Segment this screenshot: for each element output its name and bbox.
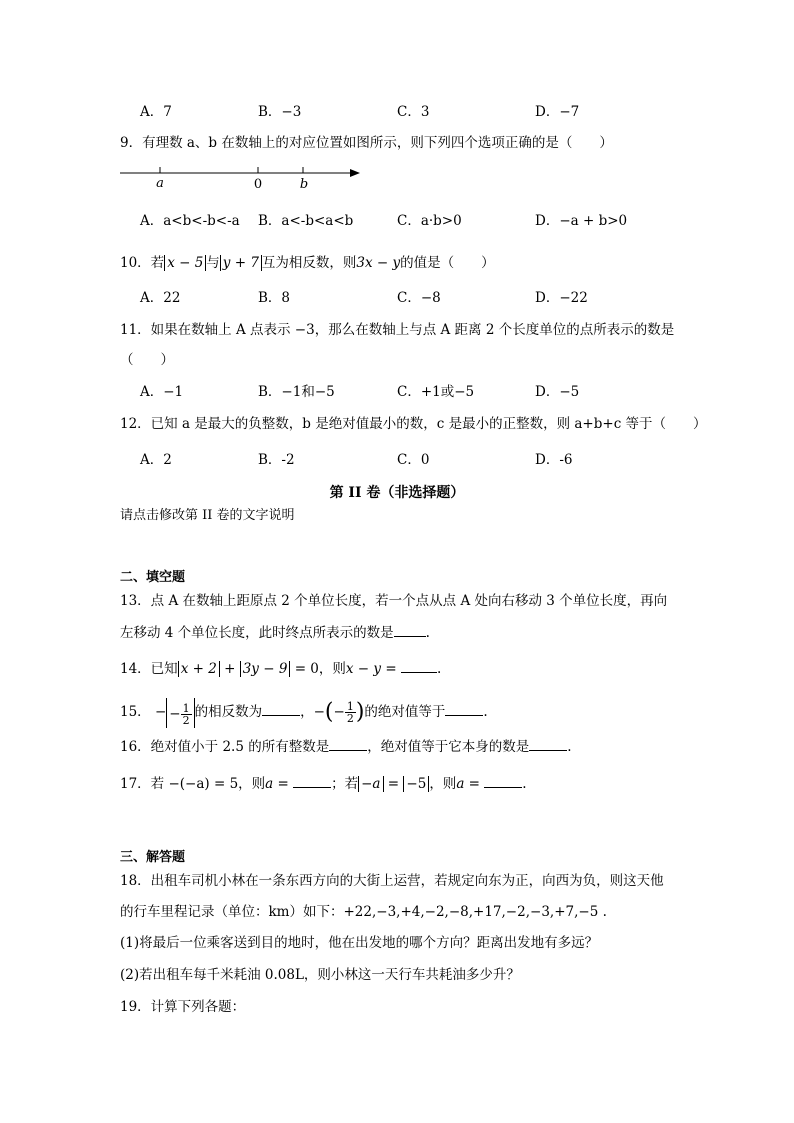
q16-text2: ，绝对值等于它本身的数是 <box>367 739 530 755</box>
q9-option-c[interactable]: C．a·b>0 <box>397 213 462 229</box>
q9-option-d[interactable]: D．−a + b>0 <box>535 213 628 229</box>
q15-frac1-num: 1 <box>182 701 190 715</box>
q11-options <box>140 382 740 402</box>
q10-option-b[interactable]: B．8 <box>258 290 291 306</box>
q15-text1: 的相反数为 <box>194 704 263 720</box>
q10-prefix: 10．若 <box>120 255 165 271</box>
q12-option-d[interactable]: D．-6 <box>535 452 573 468</box>
q9-option-a[interactable]: A．a<b<-b<-a <box>140 213 240 229</box>
q11-stem-line1: 11．如果在数轴上 A 点表示 −3，那么在数轴上与点 A 距离 2 个长度单位的点所表示的数是 <box>120 322 675 338</box>
q18-sub2: (2)若出租车每千米耗油 0.08L，则小林这一天行车共耗油多少升？ <box>120 967 520 983</box>
q10-options <box>140 288 740 308</box>
q8-option-a[interactable]: A．7 <box>140 104 172 120</box>
q10-abs-x: x − 5 <box>164 255 206 271</box>
q10-mid2: 互为相反数，则 <box>261 255 357 271</box>
q15-answer-blank-2[interactable] <box>445 701 483 716</box>
q17-answer-blank-2[interactable] <box>484 773 522 788</box>
q16-answer-blank-2[interactable] <box>529 736 567 751</box>
q14-plus: + <box>219 661 240 677</box>
q10-expr: 3x − y <box>356 255 401 271</box>
q17-text2: a = <box>265 776 294 792</box>
q16-text1: 16．绝对值小于 2.5 的所有整数是 <box>120 739 330 755</box>
q12-options <box>140 450 740 470</box>
part2-title: 第 II 卷（非选择题） <box>329 485 465 501</box>
q13-line2-text: 左移动 4 个单位长度，此时终点所表示的数是 <box>120 625 394 641</box>
q14-answer-blank[interactable] <box>401 658 437 673</box>
q10-abs-y: y + 7 <box>220 255 262 271</box>
q9-options <box>140 211 740 231</box>
q12-option-a[interactable]: A．2 <box>140 452 172 468</box>
q14-abs-y: 3y − 9 <box>240 661 291 677</box>
q13-end: . <box>425 625 430 641</box>
number-line-diagram <box>118 160 368 192</box>
q17-text6: a = <box>456 776 485 792</box>
label-b: b <box>299 177 309 192</box>
q17-stem <box>120 773 527 794</box>
q9-stem: 9．有理数 a、b 在数轴上的对应位置如图所示，则下列四个选项正确的是（ ） <box>120 135 613 151</box>
q11-option-c[interactable]: C．+1或−5 <box>397 384 475 400</box>
q17-text4: = <box>383 776 404 792</box>
q15-expr1: − − $\frac{1}{2}$ <box>155 704 195 720</box>
q17-end: . <box>522 776 527 792</box>
q9-option-b[interactable]: B．a<-b<a<b <box>258 213 354 229</box>
q17-abs-5: −5 <box>403 776 429 792</box>
q16-answer-blank-1[interactable] <box>329 736 367 751</box>
q13-stem-line2 <box>120 622 430 643</box>
label-zero: 0 <box>253 177 263 192</box>
q15-frac1-den: 2 <box>182 713 190 727</box>
q11-stem-line2: （ ） <box>120 352 174 368</box>
q8-options <box>140 102 740 122</box>
number-line-arrow-icon <box>350 169 360 177</box>
section-solve-title: 三、解答题 <box>120 850 186 865</box>
section-fill-in-title: 二、填空题 <box>120 570 186 585</box>
q14-stem <box>120 658 441 679</box>
q12-option-c[interactable]: C．0 <box>397 452 430 468</box>
q18-sub1: (1)将最后一位乘客送到目的地时，他在出发地的哪个方向？距离出发地有多远？ <box>120 935 599 951</box>
q15-stem <box>120 696 488 728</box>
q10-option-d[interactable]: D．−22 <box>535 290 588 306</box>
q14-expr: x − y <box>345 661 382 677</box>
label-a: a <box>156 176 164 191</box>
q8-option-d[interactable]: D．−7 <box>535 104 580 120</box>
q13-stem-line1: 13．点 A 在数轴上距原点 2 个单位长度，若一个点从点 A 处向右移动 3 个单位长度，再向 <box>120 593 668 609</box>
q17-text5: ，则 <box>429 776 457 792</box>
q8-option-b[interactable]: B．−3 <box>258 104 302 120</box>
q13-answer-blank[interactable] <box>394 622 426 637</box>
q17-abs-a: −a <box>358 776 383 792</box>
q15-end: . <box>483 704 488 720</box>
q15-frac2-num: 1 <box>346 700 354 713</box>
q10-option-a[interactable]: A．22 <box>140 290 181 306</box>
q14-prefix: 14．已知 <box>120 661 178 677</box>
q10-stem <box>120 253 495 273</box>
q18-stem-line2: 的行车里程记录（单位：km）如下：+22,−3,+4,−2,−8,+17,−2,−3,+7,−5 . <box>120 904 607 920</box>
q17-text1: 17．若 −(−a) = 5，则 <box>120 776 266 792</box>
q8-option-c[interactable]: C．3 <box>397 104 430 120</box>
q15-num: 15． <box>120 704 151 720</box>
q17-text3: ；若 <box>331 776 359 792</box>
q15-answer-blank-1[interactable] <box>262 701 300 716</box>
q14-eq2: = <box>381 661 401 677</box>
q15-text3: 的绝对值等于 <box>364 704 446 720</box>
q18-stem-line1: 18．出租车司机小林在一条东西方向的大街上运营，若规定向东为正，向西为负，则这天他 <box>120 873 664 889</box>
q16-stem <box>120 736 572 757</box>
q12-option-b[interactable]: B．-2 <box>258 452 295 468</box>
q12-stem: 12．已知 a 是最大的负整数，b 是绝对值最小的数，c 是最小的正整数，则 a+b+c 等于（ ） <box>120 416 707 432</box>
part2-note[interactable]: 请点击修改第 II 卷的文字说明 <box>120 508 295 523</box>
q10-suffix: 的值是（ ） <box>400 255 495 271</box>
q19-stem: 19．计算下列各题： <box>120 999 246 1015</box>
q10-option-c[interactable]: C．−8 <box>397 290 441 306</box>
q17-answer-blank-1[interactable] <box>293 773 331 788</box>
q10-mid: 与 <box>206 255 220 271</box>
q14-end: . <box>436 661 442 677</box>
q14-abs-x: x + 2 <box>178 661 220 677</box>
q11-option-a[interactable]: A．−1 <box>140 384 184 400</box>
q14-eq: = 0，则 <box>290 661 346 677</box>
q11-option-d[interactable]: D．−5 <box>535 384 580 400</box>
q16-end: . <box>567 739 572 755</box>
q11-option-b[interactable]: B．−1和−5 <box>258 384 335 400</box>
q15-frac2-den: 2 <box>346 712 354 725</box>
q15-expr2: −(− $\frac{1}{2}$ ) <box>313 699 365 725</box>
q15-text2: ， <box>300 704 314 720</box>
